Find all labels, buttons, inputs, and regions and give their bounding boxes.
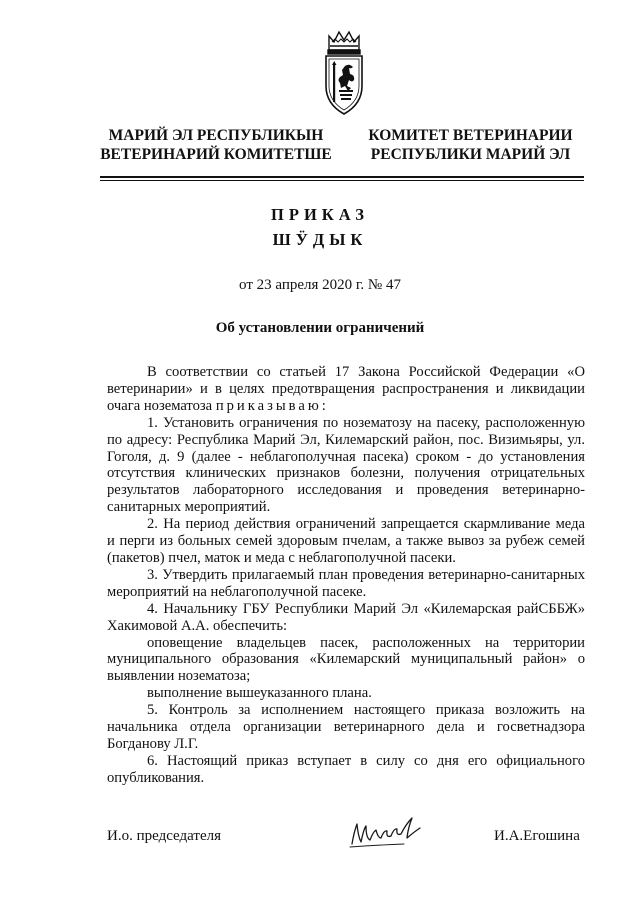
order-subject: Об установлении ограничений (215, 320, 425, 336)
document-title-shudyk: ШӰДЫК (272, 230, 368, 249)
header-divider-thick (100, 176, 584, 178)
header-left-block (97, 126, 335, 164)
paragraph-1: 1. Установить ограничения по нозематозу на пасеку, расположенную по адресу: Республика Марий Эл, Килемарский район, пос. Визимьяры, ул. Гоголя, д. 9 (далее - неблагополучная пасека) сроком - до установления отсутствия клинических признаков болезни, получения отрицательных результатов лабораторного исследования и проведения ветеринарно-санитарных мероприятий. (107, 414, 585, 516)
header-right-block (358, 126, 583, 164)
intro-paragraph (107, 364, 585, 415)
paragraph-6: 6. Настоящий приказ вступает в силу со дня его официального опубликования. (107, 752, 585, 786)
header-right-line2: РЕСПУБЛИКИ МАРИЙ ЭЛ (370, 146, 571, 163)
header-left-line1: МАРИЙ ЭЛ РЕСПУБЛИКЫН (108, 127, 324, 144)
handwritten-signature (348, 814, 426, 850)
signatory-position: И.о. председателя (107, 828, 222, 844)
paragraph-3: 3. Утвердить прилагаемый план проведения ветеринарно-санитарных мероприятий на неблагополучной пасеке. (107, 566, 585, 600)
intro-spaced-word: приказываю: (215, 397, 329, 414)
document-title-prikaz: ПРИКАЗ (271, 205, 369, 224)
header-left-line2: ВЕТЕРИНАРИЙ КОМИТЕТШЕ (100, 146, 332, 163)
intro-text: В соответствии со статьей 17 Закона Российской Федерации «О ветеринарии» и в целях предотвращения распространения и ликвидации очага нозематоза (107, 364, 585, 414)
header-right-line1: КОМИТЕТ ВЕТЕРИНАРИИ (368, 127, 573, 144)
paragraph-4b: выполнение вышеуказанного плана. (147, 685, 372, 702)
paragraph-5: 5. Контроль за исполнением настоящего приказа возложить на начальника отдела организации ветеринарного дела и госветнадзора Богданову Л.Г. (107, 702, 585, 752)
header-divider-thin (100, 180, 584, 181)
paragraph-4a: оповещение владельцев пасек, расположенных на территории муниципального образования «Килемарский муниципальный район» о выявлении нозематоза; (107, 634, 585, 685)
order-body (107, 364, 585, 787)
paragraph-2: 2. На период действия ограничений запрещается скармливание меда и перги из больных семей здоровым пчелам, а также вывоз за рубеж семей (пакетов) пчел, маток и меда с неблагополучной пасеки. (107, 516, 585, 566)
signatory-name: И.А.Егошина (494, 828, 580, 844)
coat-of-arms-emblem (319, 28, 369, 120)
order-date-number: от 23 апреля 2020 г. № 47 (239, 277, 401, 293)
paragraph-4: 4. Начальнику ГБУ Республики Марий Эл «Килемарская райСББЖ» Хакимовой А.А. обеспечить: (107, 600, 585, 634)
